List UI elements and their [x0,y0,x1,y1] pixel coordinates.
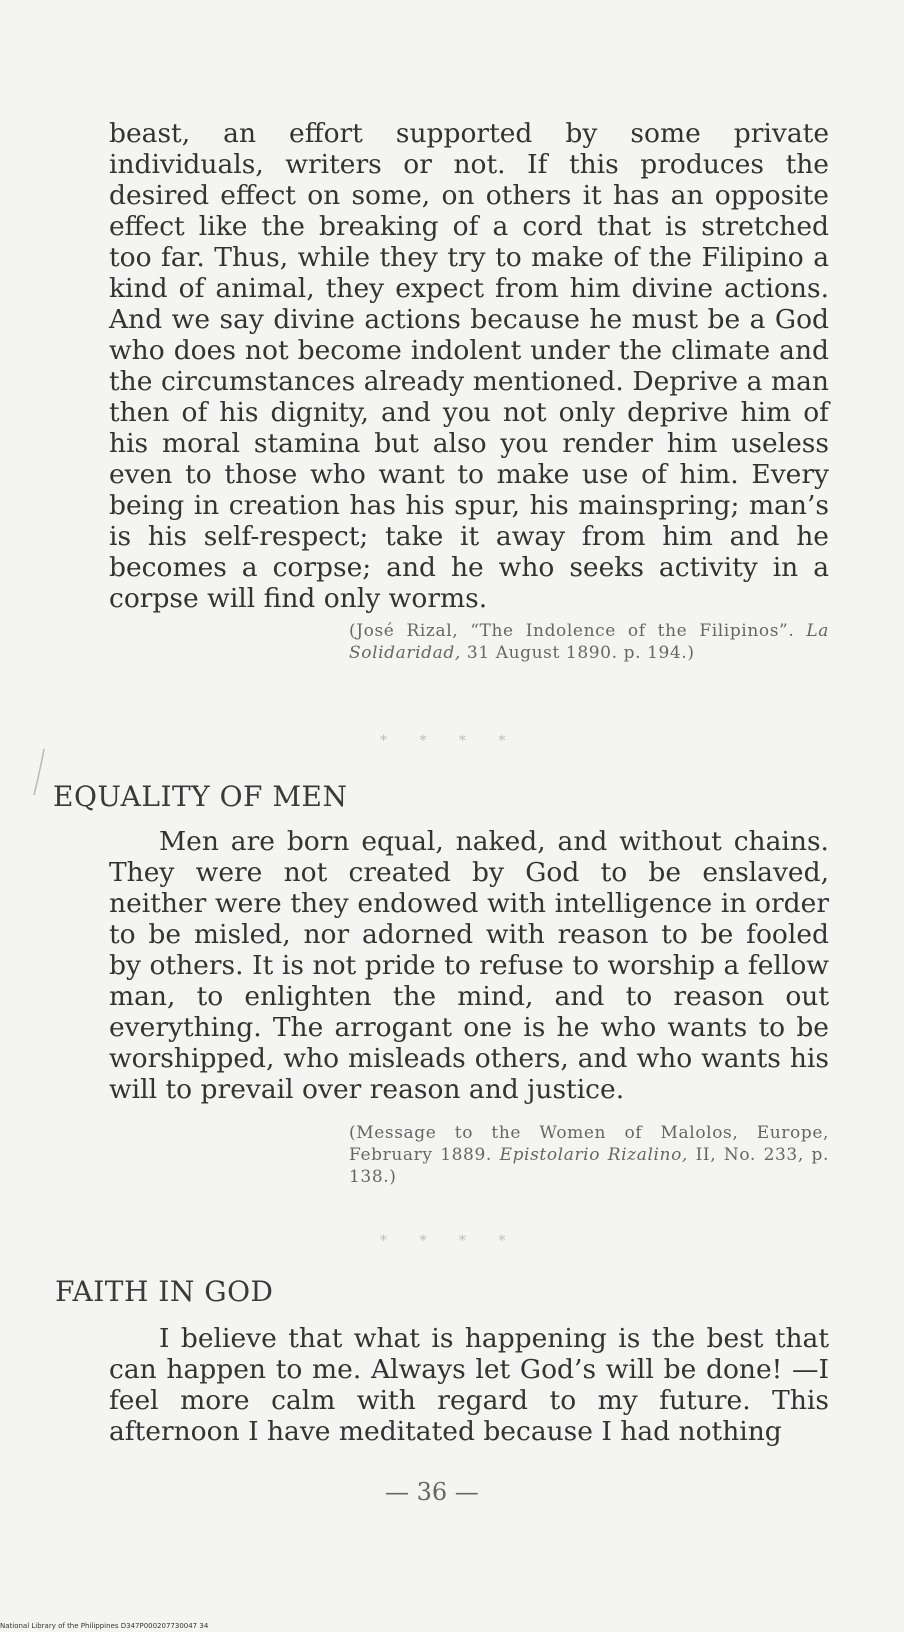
citation-work-title: Epistolario Rizalino, [499,1145,688,1165]
citation-indolence [349,620,829,664]
section-separator: * * * * [380,1233,520,1249]
body-paragraph-equality: Men are born equal, naked, and without chains. They were not created by God to be enslaved, neither were they endowed with intelligence in order to be misled, nor adorned with reason to be fooled by others. It is not pride to refuse to worship a fellow man, to enlighten the mind, and to reason out everything. The arrogant one is he who wants to be worshipped, who misleads others, and who wants his will to prevail over reason and justice. [109,826,829,1105]
section-heading-faith: FAITH IN GOD [55,1275,274,1308]
section-heading-equality: EQUALITY OF MEN [53,780,348,813]
citation-text: (Message to the Women of Malolos, Europe, February 1889. [349,1123,829,1165]
margin-pencil-mark [28,745,48,805]
body-paragraph-faith: I believe that what is happening is the best that can happen to me. Always let God’s will be done! —I feel more calm with regard to my future. This afternoon I have meditated because I had nothing [109,1323,829,1447]
page-number: — 36 — [385,1478,479,1506]
citation-text: II, No. 233, p. 138.) [349,1145,829,1187]
body-paragraph-indolence: beast, an effort supported by some private individuals, writers or not. If this produces the desired effect on some, on others it has an opposite effect like the breaking of a cord that is stretched too far. Thus, while they try to make of the Filipino a kind of animal, they expect from him divine actions. And we say divine actions because he must be a God who does not become indolent under the climate and the circumstances already mentioned. Deprive a man then of his dignity, and you not only deprive him of his moral stamina but also you render him useless even to those who want to make use of him. Every being in creation has his spur, his mainspring; man’s is his self-respect; take it away from him and he becomes a corpse; and he who seeks activity in a corpse will find only worms. [109,118,829,614]
citation-text: (José Rizal, “The Indolence of the Filipinos”. [349,621,795,641]
section-separator: * * * * [380,733,520,749]
citation-text: 31 August 1890. p. 194.) [466,643,695,663]
citation-equality [349,1122,829,1188]
footer-credit: National Library of the Philippines D347P000207730047 34 [0,1622,209,1630]
citation-work-title: La Solidaridad, [349,621,829,663]
